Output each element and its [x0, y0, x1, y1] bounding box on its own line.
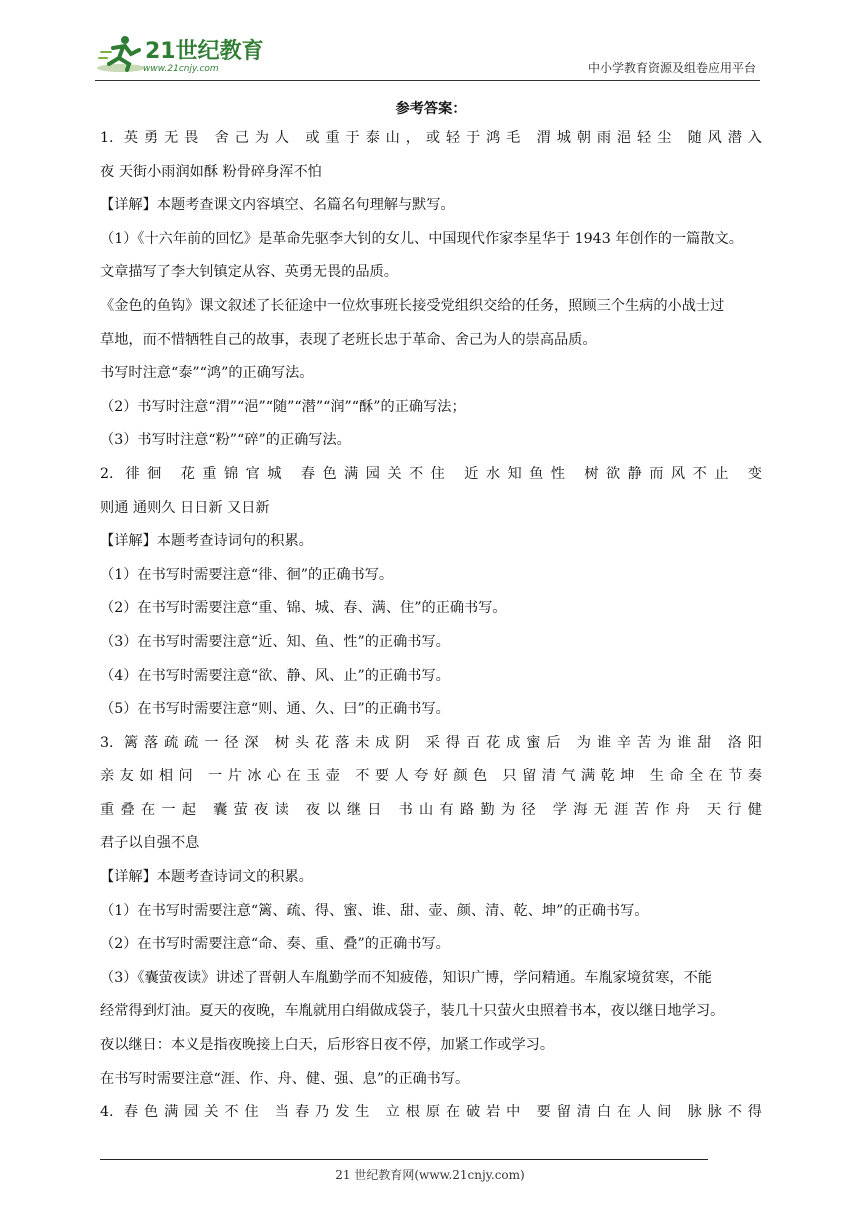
- text-line: 在书写时需要注意“涯、作、舟、健、强、息”的正确书写。: [100, 1070, 470, 1087]
- logo-title: 21世纪教育: [145, 39, 264, 64]
- text-line: 夜 天街小雨润如酥 粉骨碎身浑不怕: [100, 163, 322, 180]
- text-line: （2）在书写时需要注意“命、奏、重、叠”的正确书写。: [100, 936, 450, 953]
- text-line: 【详解】本题考查诗词文的积累。: [100, 869, 313, 886]
- text-line: 《金色的鱼钩》课文叙述了长征途中一位炊事班长接受党组织交给的任务，照顾三个生病的小战士过: [100, 297, 725, 314]
- page-footer: 21 世纪教育网(www.21cnjy.com): [335, 1168, 525, 1182]
- answer-lines: [100, 122, 762, 1130]
- text-line: 4. 春色满园关不住 当春乃发生 立根原在破岩中 要留清白在人间 脉脉不得: [100, 1104, 762, 1121]
- text-line: （2）在书写时需要注意“重、锦、城、春、满、住”的正确书写。: [100, 600, 507, 617]
- runner-logo-icon: [95, 34, 147, 74]
- site-logo: [95, 34, 264, 76]
- page-title: 参考答案：: [395, 101, 467, 117]
- text-line: 亲友如相问 一片冰心在玉壶 不要人夸好颜色 只留清气满乾坤 生命全在节奏: [100, 768, 762, 785]
- header-tagline: 中小学教育资源及组卷应用平台: [587, 61, 756, 75]
- text-line: （3）在书写时需要注意“近、知、鱼、性”的正确书写。: [100, 633, 450, 650]
- text-line: （4）在书写时需要注意“欲、静、风、止”的正确书写。: [100, 667, 450, 684]
- text-line: 【详解】本题考查课文内容填空、名篇名句理解与默写。: [100, 197, 455, 214]
- logo-url: www.21cnjy.com: [143, 64, 219, 74]
- text-line: （3）书写时注意“粉”“碎”的正确写法。: [100, 432, 351, 449]
- answer-content: [100, 96, 762, 1130]
- text-line: 1. 英勇无畏 舍己为人 或重于泰山，或轻于鸿毛 渭城朝雨浥轻尘 随风潜入: [100, 130, 762, 146]
- text-line: 夜以继日：本义是指夜晚接上白天，后形容日夜不停，加紧工作或学习。: [100, 1037, 555, 1054]
- page-header: [95, 30, 760, 81]
- footer-divider: [100, 1159, 708, 1160]
- text-line: （1）在书写时需要注意“篱、疏、得、蜜、谁、甜、壶、颜、清、乾、坤”的正确书写。: [100, 902, 649, 919]
- text-line: 3. 篱落疏疏一径深 树头花落未成阴 采得百花成蜜后 为谁辛苦为谁甜 洛阳: [100, 734, 762, 751]
- text-line: （1）《十六年前的回忆》是革命先驱李大钊的女儿、中国现代作家李星华于 1943 年创作的一篇散文。: [100, 230, 743, 247]
- text-line: 2. 徘徊 花重锦官城 春色满园关不住 近水知鱼性 树欲静而风不止 变: [100, 465, 762, 482]
- text-line: 君子以自强不息: [100, 835, 200, 852]
- text-line: 草地，而不惜牺牲自己的故事，表现了老班长忠于革命、舍己为人的崇高品质。: [100, 331, 597, 348]
- text-line: 重叠在一起 囊萤夜读 夜以继日 书山有路勤为径 学海无涯苦作舟 天行健: [100, 801, 762, 818]
- text-line: 文章描写了李大钊镇定从容、英勇无畏的品质。: [100, 264, 398, 281]
- text-line: （2）书写时注意“渭”“浥”“随”“潜”“润”“酥”的正确写法；: [100, 398, 466, 415]
- text-line: 书写时注意“泰”“鸿”的正确写法。: [100, 365, 314, 382]
- text-line: 则通 通则久 日日新 又日新: [100, 499, 270, 516]
- text-line: 经常得到灯油。夏天的夜晚，车胤就用白绢做成袋子，装几十只萤火虫照着书本，夜以继日地学习。: [100, 1003, 725, 1020]
- text-line: （1）在书写时需要注意“徘、徊”的正确书写。: [100, 566, 394, 583]
- text-line: （3）《囊萤夜读》讲述了晋朝人车胤勤学而不知疲倦，知识广博，学问精通。车胤家境贫寒，不能: [100, 969, 712, 986]
- text-line: （5）在书写时需要注意“则、通、久、曰”的正确书写。: [100, 701, 450, 718]
- text-line: 【详解】本题考查诗词句的积累。: [100, 533, 313, 550]
